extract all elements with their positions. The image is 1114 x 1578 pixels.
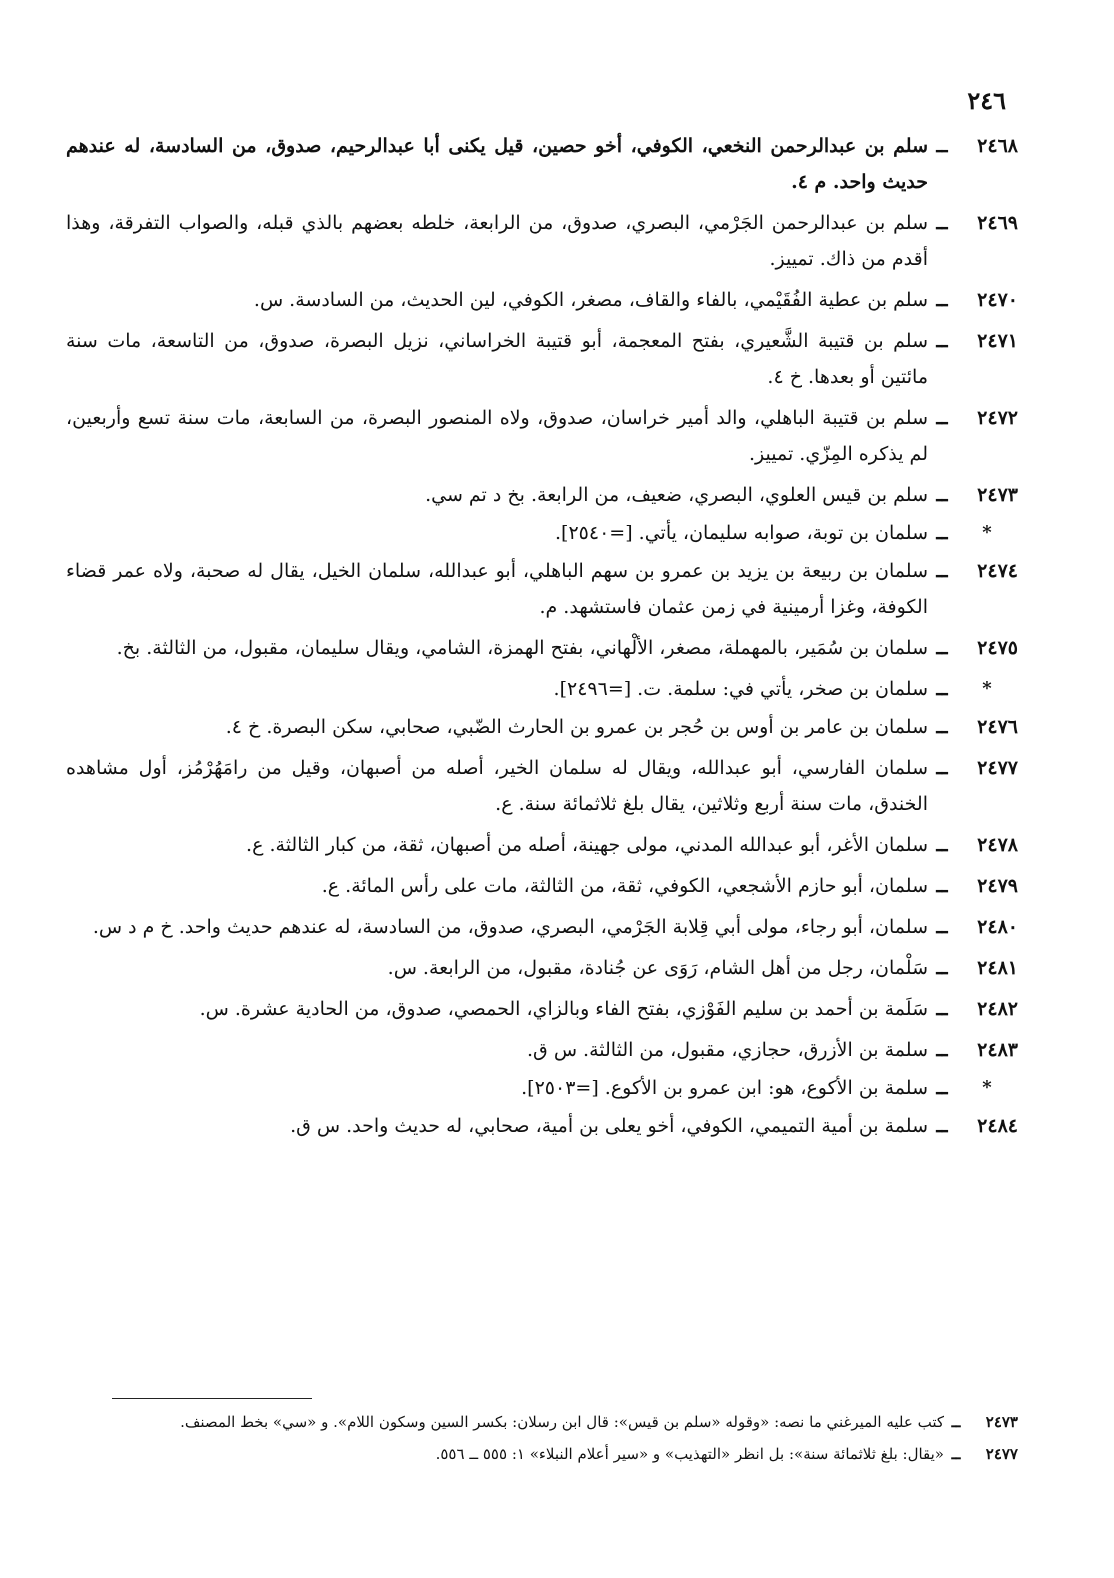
footnote-divider <box>112 1398 312 1399</box>
entry-number: ٢٤٧١ <box>977 330 1018 352</box>
cross-reference-entry <box>66 671 1018 707</box>
cross-reference-entry <box>66 515 1018 551</box>
entry-dash: ــ <box>936 522 948 544</box>
entry-dash: ــ <box>936 1077 948 1099</box>
entry-dash: ــ <box>936 560 948 582</box>
entry-text: سلمان، أبو حازم الأشجعي، الكوفي، ثقة، من الثالثة، مات على رأس المائة. ع. <box>321 875 928 897</box>
entry-dash: ــ <box>936 1115 948 1137</box>
entry-2474 <box>66 553 1018 625</box>
entry-dash: ــ <box>936 957 948 979</box>
entry-2483 <box>66 1032 1018 1068</box>
entry-2468 <box>66 128 1018 200</box>
entry-dash: ــ <box>936 407 948 429</box>
footnotes <box>66 1406 1018 1470</box>
entry-dash: ــ <box>936 135 948 157</box>
entry-dash: ــ <box>936 637 948 659</box>
asterisk-marker: * <box>982 1077 992 1098</box>
entry-text: سلمة بن الأزرق، حجازي، مقبول، من الثالثة. س ق. <box>527 1039 928 1061</box>
asterisk-marker: * <box>982 522 992 543</box>
page-number: ٢٤٦ <box>967 86 1006 115</box>
entry-dash: ــ <box>936 875 948 897</box>
entry-dash: ــ <box>936 678 948 700</box>
entry-number: ٢٤٦٩ <box>977 212 1018 234</box>
entry-text: سلمان بن عامر بن أوس بن حُجر بن عمرو بن الحارث الضّبي، صحابي، سكن البصرة. خ ٤. <box>225 716 928 738</box>
footnote-text: كتب عليه الميرغني ما نصه: «وقوله «سلم بن قيس»: قال ابن رسلان: بكسر السين وسكون اللام». و «سي» بخط المصنف. <box>180 1413 944 1431</box>
entry-text: سلمان، أبو رجاء، مولى أبي قِلابة الجَرْمي، البصري، صدوق، من السادسة، له عندهم حديث واحد. خ م د س. <box>92 916 928 938</box>
entry-number: ٢٤٨١ <box>977 957 1018 979</box>
entry-text: سلم بن قتيبة الشَّعيري، بفتح المعجمة، أبو قتيبة الخراساني، نزيل البصرة، صدوق، من التاسعة، مات سنة مائتين أو بعدها. خ ٤. <box>66 330 928 388</box>
entry-number: ٢٤٧٥ <box>977 637 1018 659</box>
entry-dash: ــ <box>936 484 948 506</box>
entry-number: ٢٤٨٢ <box>977 998 1018 1020</box>
entries-list <box>66 128 1018 1149</box>
entry-2470 <box>66 282 1018 318</box>
entry-dash: ــ <box>936 289 948 311</box>
entry-number: ٢٤٧٢ <box>977 407 1018 429</box>
asterisk-marker: * <box>982 678 992 699</box>
entry-2471 <box>66 323 1018 395</box>
entry-number: ٢٤٧٦ <box>977 716 1018 738</box>
footnote-dash: ــ <box>951 1445 961 1463</box>
entry-number: ٢٤٧٨ <box>977 834 1018 856</box>
entry-text: سلم بن قتيبة الباهلي، والد أمير خراسان، صدوق، ولاه المنصور البصرة، من السابعة، مات سنة تسع وأربعين، لم يذكره المِزّي. تمييز. <box>66 407 928 465</box>
entry-dash: ــ <box>936 1039 948 1061</box>
entry-2473 <box>66 477 1018 513</box>
entry-2481 <box>66 950 1018 986</box>
entry-number: ٢٤٧٩ <box>977 875 1018 897</box>
entry-number: ٢٤٧٣ <box>977 484 1018 506</box>
entry-text: سَلَمة بن أحمد بن سليم الفَوْزي، بفتح الفاء وبالزاي، الحمصي، صدوق، من الحادية عشرة. س. <box>199 998 928 1020</box>
entry-dash: ــ <box>936 757 948 779</box>
entry-dash: ــ <box>936 212 948 234</box>
entry-2479 <box>66 868 1018 904</box>
entry-number: ٢٤٧٧ <box>977 757 1018 779</box>
entry-text: سلمان بن ربيعة بن يزيد بن عمرو بن سهم الباهلي، أبو عبدالله، سلمان الخيل، يقال له صحبة، ولاه عمر قضاء الكوفة، وغزا أرمينية في زمن عثمان فاستشهد. م. <box>66 560 928 618</box>
entry-text: سَلْمان، رجل من أهل الشام، رَوَى عن جُنادة، مقبول، من الرابعة. س. <box>387 957 928 979</box>
entry-text: سلمان بن توبة، صوابه سليمان، يأتي. [=٢٥٤٠]. <box>555 522 928 544</box>
entry-text: سلمة بن الأكوع، هو: ابن عمرو بن الأكوع. [=٢٥٠٣]. <box>521 1077 928 1099</box>
entry-dash: ــ <box>936 998 948 1020</box>
entry-2480 <box>66 909 1018 945</box>
entry-number: ٢٤٨٤ <box>977 1115 1018 1137</box>
entry-text: سلمان الأغر، أبو عبدالله المدني، مولى جهينة، أصله من أصبهان، ثقة، من كبار الثالثة. ع. <box>246 834 928 856</box>
footnote-text: «يقال: بلغ ثلاثمائة سنة»: بل انظر «التهذيب» و «سير أعلام النبلاء» ١: ٥٥٥ ــ ٥٥٦. <box>435 1445 944 1463</box>
entry-2482 <box>66 991 1018 1027</box>
entry-dash: ــ <box>936 716 948 738</box>
entry-2475 <box>66 630 1018 666</box>
entry-2484 <box>66 1108 1018 1144</box>
entry-number: ٢٤٨٣ <box>977 1039 1018 1061</box>
footnote <box>66 1438 1018 1470</box>
entry-number: ٢٤٨٠ <box>977 916 1018 938</box>
entry-text: سلمة بن أمية التميمي، الكوفي، أخو يعلى بن أمية، صحابي، له حديث واحد. س ق. <box>290 1115 928 1137</box>
entry-text: سلم بن عبدالرحمن النخعي، الكوفي، أخو حصين، قيل يكنى أبا عبدالرحيم، صدوق، من السادسة، له عندهم حديث واحد. م ٤. <box>66 135 928 193</box>
entry-text: سلمان بن سُمَير، بالمهملة، مصغر، الألْهاني، بفتح الهمزة، الشامي، ويقال سليمان، مقبول، من الثالثة. بخ. <box>116 637 928 659</box>
entry-text: سلمان بن صخر، يأتي في: سلمة. ت. [=٢٤٩٦]. <box>553 678 928 700</box>
entry-number: ٢٤٧٠ <box>977 289 1018 311</box>
entry-2469 <box>66 205 1018 277</box>
footnote-number: ٢٤٧٣ <box>985 1413 1018 1431</box>
entry-dash: ــ <box>936 834 948 856</box>
entry-dash: ــ <box>936 330 948 352</box>
entry-dash: ــ <box>936 916 948 938</box>
entry-text: سلم بن عبدالرحمن الجَرْمي، البصري، صدوق، من الرابعة، خلطه بعضهم بالذي قبله، والصواب التفرقة، وهذا أقدم من ذاك. تمييز. <box>66 212 928 270</box>
footnote-number: ٢٤٧٧ <box>985 1445 1018 1463</box>
entry-text: سلم بن قيس العلوي، البصري، ضعيف، من الرابعة. بخ د تم سي. <box>425 484 928 506</box>
footnote <box>66 1406 1018 1438</box>
footnote-dash: ــ <box>951 1413 961 1431</box>
entry-text: سلم بن عطية الفُقَيْمي، بالفاء والقاف، مصغر، الكوفي، لين الحديث، من السادسة. س. <box>253 289 928 311</box>
entry-number: ٢٤٧٤ <box>977 560 1018 582</box>
cross-reference-entry <box>66 1070 1018 1106</box>
entry-number: ٢٤٦٨ <box>977 135 1018 157</box>
entry-2472 <box>66 400 1018 472</box>
entry-2476 <box>66 709 1018 745</box>
entry-2478 <box>66 827 1018 863</box>
entry-text: سلمان الفارسي، أبو عبدالله، ويقال له سلمان الخير، أصله من أصبهان، وقيل من رامَهُرْمُز، أول مشاهده الخندق، مات سنة أربع وثلاثين، يقال بلغ ثلاثمائة سنة. ع. <box>66 757 928 815</box>
entry-2477 <box>66 750 1018 822</box>
